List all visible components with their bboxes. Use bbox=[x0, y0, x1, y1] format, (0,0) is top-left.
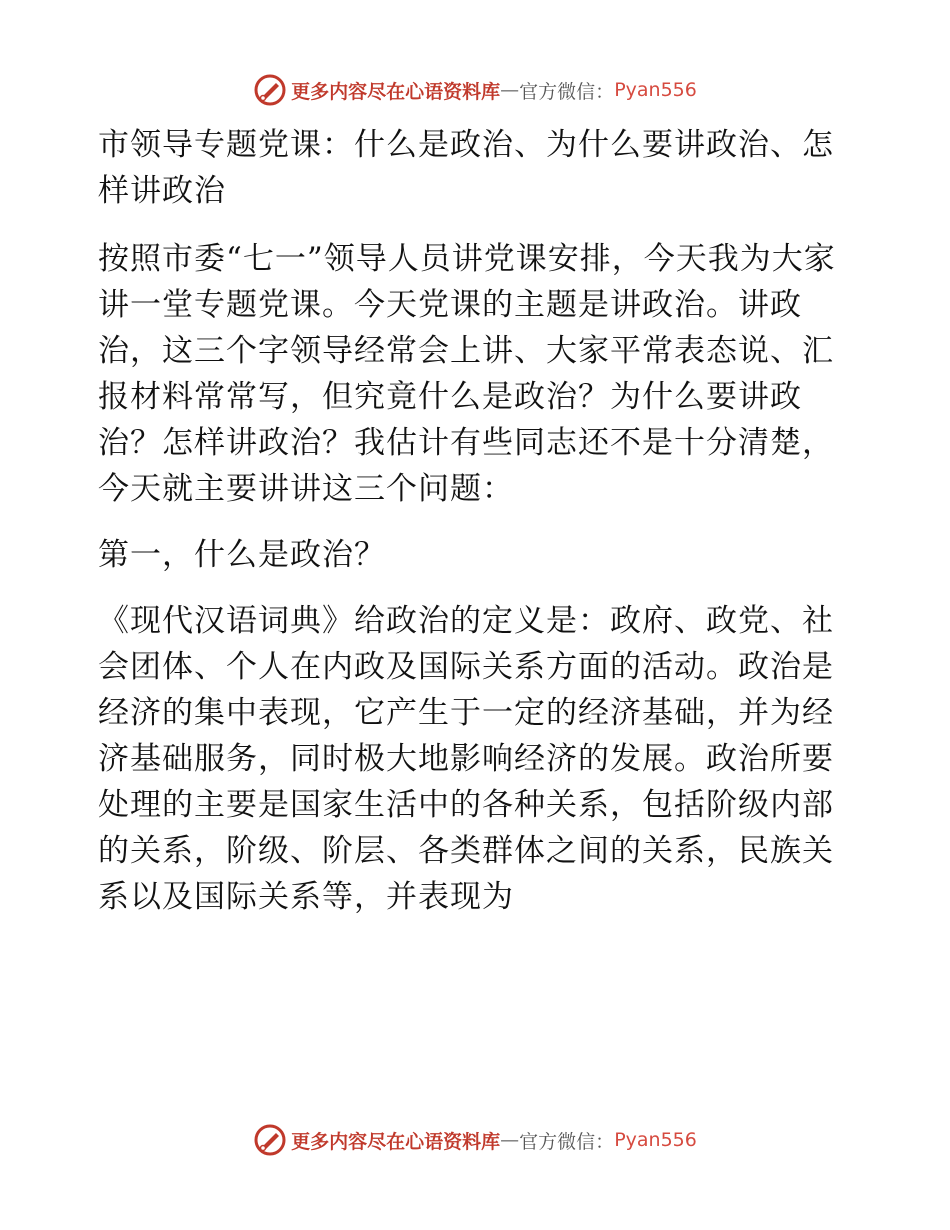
banner-wechat-label: 官方微信： bbox=[519, 80, 615, 103]
logo-icon bbox=[253, 1123, 287, 1157]
section-heading-1: 第一，什么是政治？ bbox=[98, 537, 386, 573]
document-title: 市领导专题党课：什么是政治、为什么要讲政治、怎样讲政治 bbox=[98, 127, 834, 209]
document-body bbox=[98, 122, 858, 940]
banner-wechat-id: Pyan556 bbox=[614, 79, 697, 101]
banner-main-text: 更多内容尽在心语资料库 bbox=[291, 80, 501, 103]
logo-icon bbox=[253, 73, 287, 107]
banner-wechat-label: 官方微信： bbox=[519, 1130, 615, 1153]
banner-dash: — bbox=[500, 79, 520, 101]
banner-wechat-id: Pyan556 bbox=[614, 1129, 697, 1151]
banner-main-text: 更多内容尽在心语资料库 bbox=[291, 1130, 501, 1153]
banner-dash: — bbox=[500, 1129, 520, 1151]
paragraph-intro: 按照市委“七一”领导人员讲党课安排，今天我为大家讲一堂专题党课。今天党课的主题是讲政治。讲政治，这三个字领导经常会上讲、大家平常表态说、汇报材料常常写，但究竟什么是政治？为什么要讲政治？怎样讲政治？我估计有些同志还不是十分清楚，今天就主要讲讲这三个问题： bbox=[98, 241, 836, 507]
header-banner bbox=[0, 72, 950, 108]
paragraph-definition: 《现代汉语词典》给政治的定义是：政府、政党、社会团体、个人在内政及国际关系方面的活动。政治是经济的集中表现，它产生于一定的经济基础，并为经济基础服务，同时极大地影响经济的发展。政治所要处理的主要是国家生活中的各种关系，包括阶级内部的关系，阶级、阶层、各类群体之间的关系，民族关系以及国际关系等，并表现为 bbox=[98, 603, 834, 915]
footer-banner bbox=[0, 1122, 950, 1158]
